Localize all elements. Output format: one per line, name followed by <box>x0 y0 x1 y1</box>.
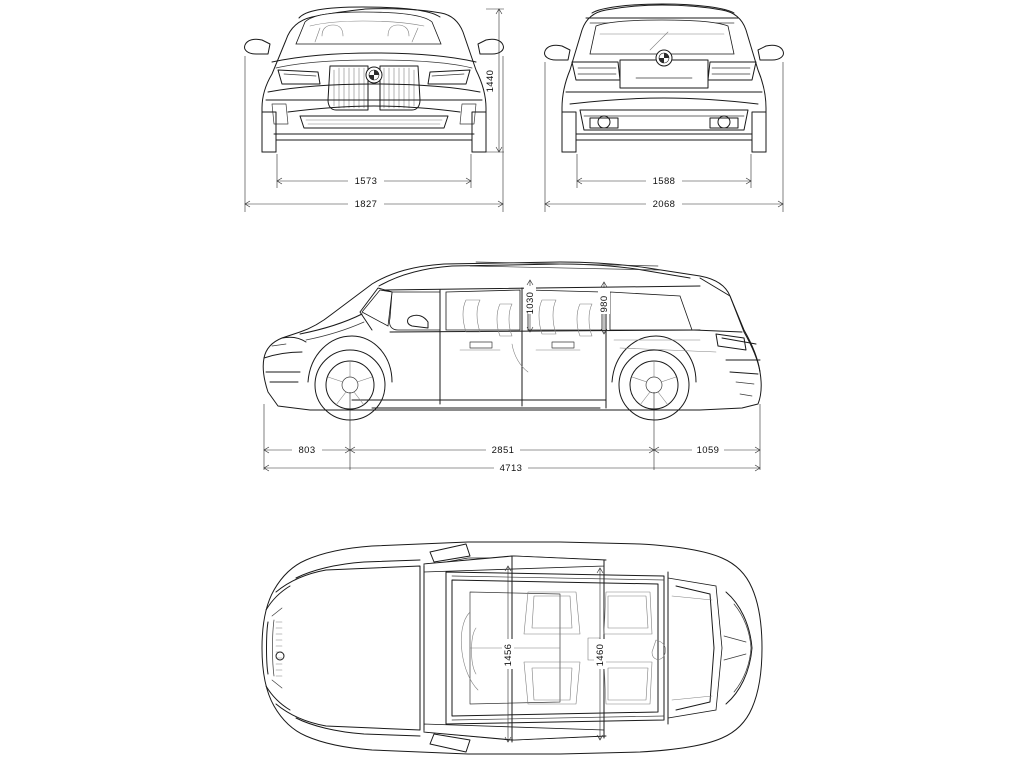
dimension-rear-track <box>577 154 751 188</box>
top-plan-view <box>262 542 762 754</box>
shoulder-rear-label: 1460 <box>595 643 606 667</box>
wheelbase-label: 2851 <box>491 445 515 456</box>
shoulder-front-label: 1456 <box>503 643 514 667</box>
side-elevation-view <box>263 262 761 474</box>
front-elevation-view <box>245 7 504 212</box>
front-height-label: 1440 <box>485 69 496 93</box>
dimension-rear-overhang <box>654 443 760 456</box>
rear-elevation-view <box>545 4 784 212</box>
dimension-front-height <box>485 9 504 152</box>
dimension-front-overhang <box>264 443 350 456</box>
rear-width-label: 2068 <box>652 199 676 210</box>
dimension-overall-length <box>264 461 760 474</box>
front-track-label: 1573 <box>354 176 378 187</box>
rear-track-label: 1588 <box>652 176 676 187</box>
headroom-rear-label: 980 <box>599 295 610 313</box>
front-overhang-label: 803 <box>298 445 316 456</box>
dimension-front-track <box>277 154 471 188</box>
dimension-rear-width <box>545 62 783 212</box>
rear-overhang-label: 1059 <box>696 445 720 456</box>
dimension-wheelbase <box>350 443 654 456</box>
headroom-front-label: 1030 <box>525 291 536 315</box>
overall-length-label: 4713 <box>499 463 523 474</box>
front-width-label: 1827 <box>354 199 378 210</box>
